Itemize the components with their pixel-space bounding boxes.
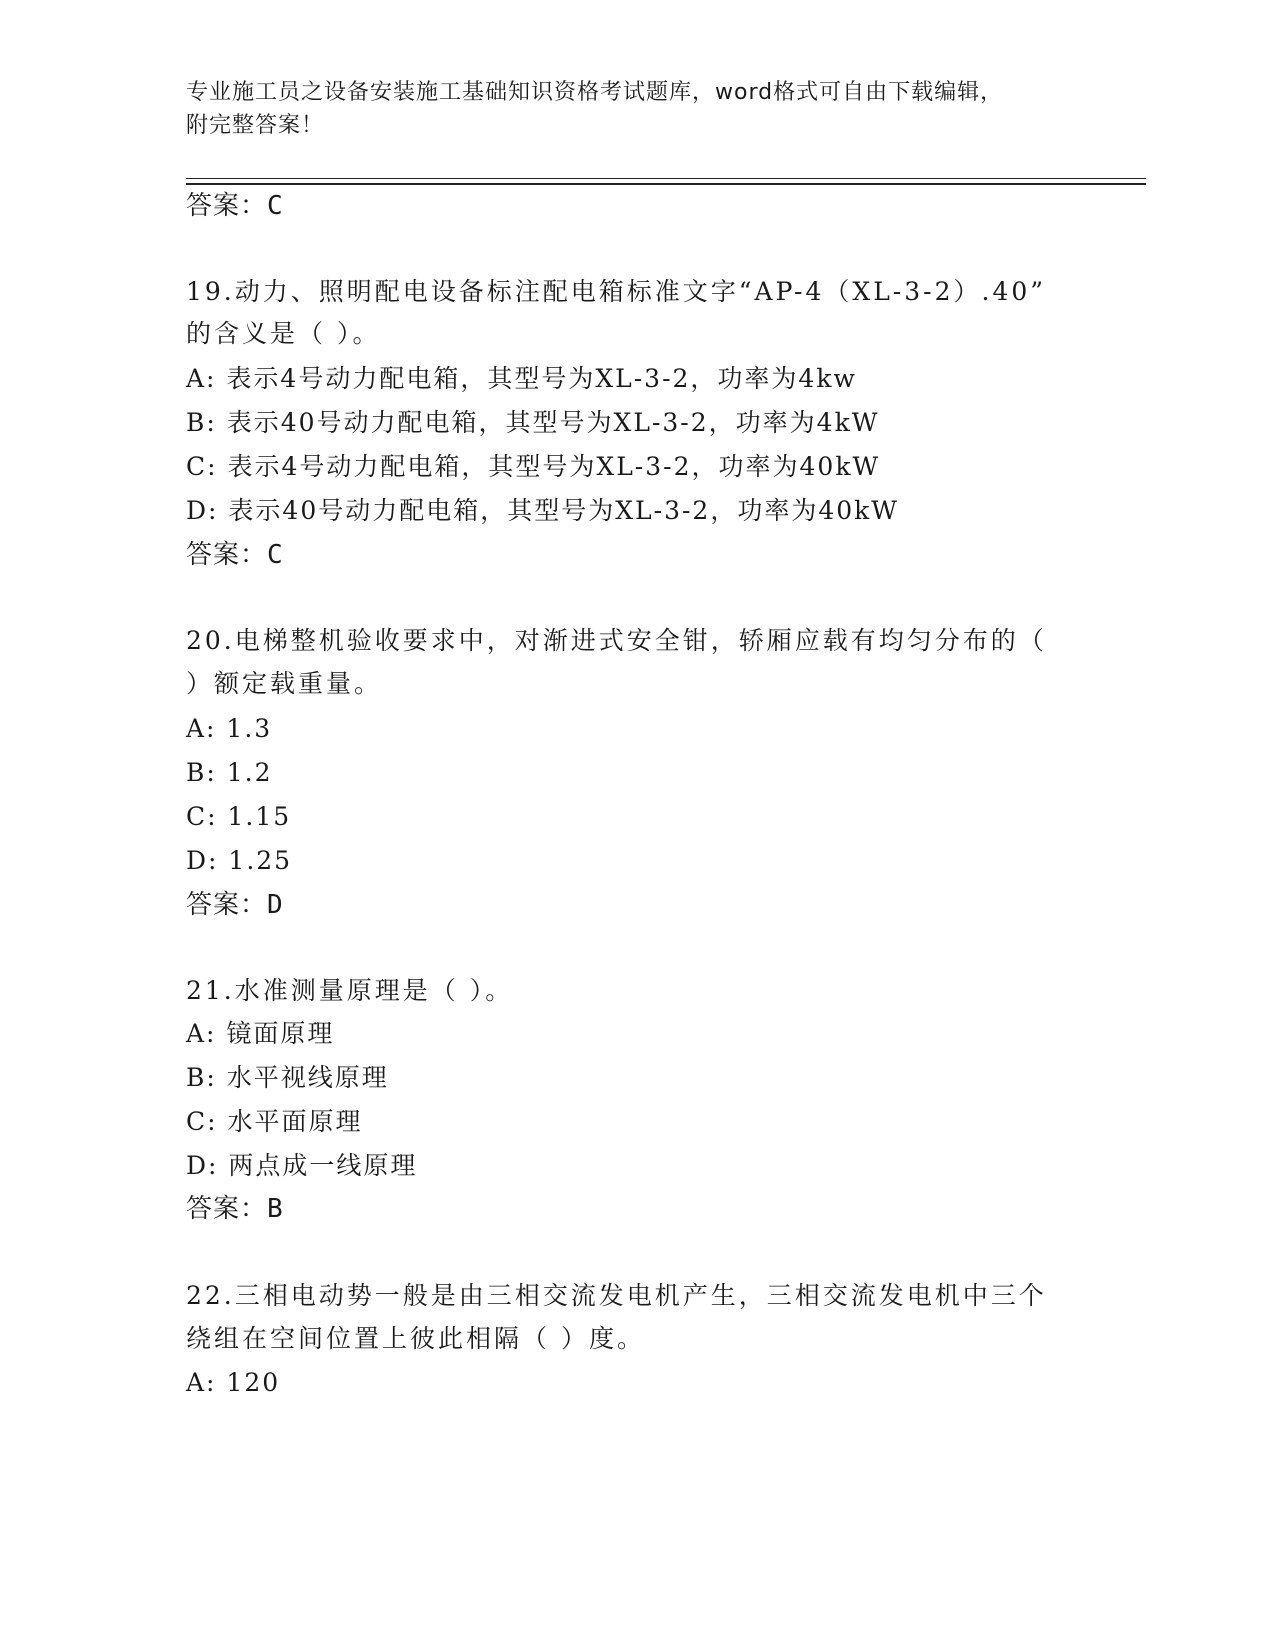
question-19-option-a: A: 表示4号动力配电箱，其型号为XL-3-2，功率为4kw (186, 364, 857, 393)
question-21-option-d: D: 两点成一线原理 (186, 1151, 418, 1180)
document-header (186, 76, 1086, 142)
answer-label: 答案： (186, 191, 268, 221)
answer-value: B (267, 1194, 284, 1224)
header-line-1: 专业施工员之设备安装施工基础知识资格考试题库，word格式可自由下载编辑， (186, 80, 1004, 105)
question-22-text-line-1: 22.三相电动势一般是由三相交流发电机产生，三相交流发电机中三个 (186, 1281, 1047, 1310)
question-22-option-a: A: 120 (186, 1368, 281, 1397)
answer-value: D (267, 890, 284, 920)
header-line-2: 附完整答案！ (186, 113, 325, 138)
question-19-option-b: B: 表示40号动力配电箱，其型号为XL-3-2，功率为4kW (186, 408, 880, 437)
question-20-text-line-2: ）额定载重量。 (186, 669, 383, 698)
answer-top (186, 190, 284, 222)
answer-value: C (267, 191, 284, 221)
question-20-option-c: C: 1.15 (186, 802, 292, 831)
question-19-option-d: D: 表示40号动力配电箱，其型号为XL-3-2，功率为40kW (186, 496, 899, 525)
header-divider-thick (186, 183, 1146, 185)
question-20-option-d: D: 1.25 (186, 846, 293, 875)
question-22-text-line-2: 绕组在空间位置上彼此相隔（ ）度。 (186, 1324, 645, 1353)
question-20-option-b: B: 1.2 (186, 758, 273, 787)
answer-label: 答案： (186, 890, 268, 920)
question-19-answer (186, 539, 284, 571)
question-21-answer (186, 1193, 284, 1225)
question-20-answer (186, 889, 284, 921)
question-21-option-b: B: 水平视线原理 (186, 1063, 389, 1092)
question-21-option-c: C: 水平面原理 (186, 1107, 363, 1136)
question-19-text-line-2: 的含义是（ ）。 (186, 319, 381, 348)
answer-value: C (267, 540, 284, 570)
answer-label: 答案： (186, 1194, 268, 1224)
question-21-option-a: A: 镜面原理 (186, 1019, 335, 1048)
header-divider-thin (186, 178, 1146, 179)
question-19-text-line-1: 19.动力、照明配电设备标注配电箱标准文字“AP-4（XL-3-2）.40” (186, 277, 1047, 306)
question-19-option-c: C: 表示4号动力配电箱，其型号为XL-3-2，功率为40kW (186, 452, 881, 481)
question-20-option-a: A: 1.3 (186, 714, 273, 743)
question-21-text-line-1: 21.水准测量原理是（ ）。 (186, 976, 514, 1005)
answer-label: 答案： (186, 540, 268, 570)
question-20-text-line-1: 20.电梯整机验收要求中，对渐进式安全钳，轿厢应载有均匀分布的（ (186, 626, 1047, 655)
